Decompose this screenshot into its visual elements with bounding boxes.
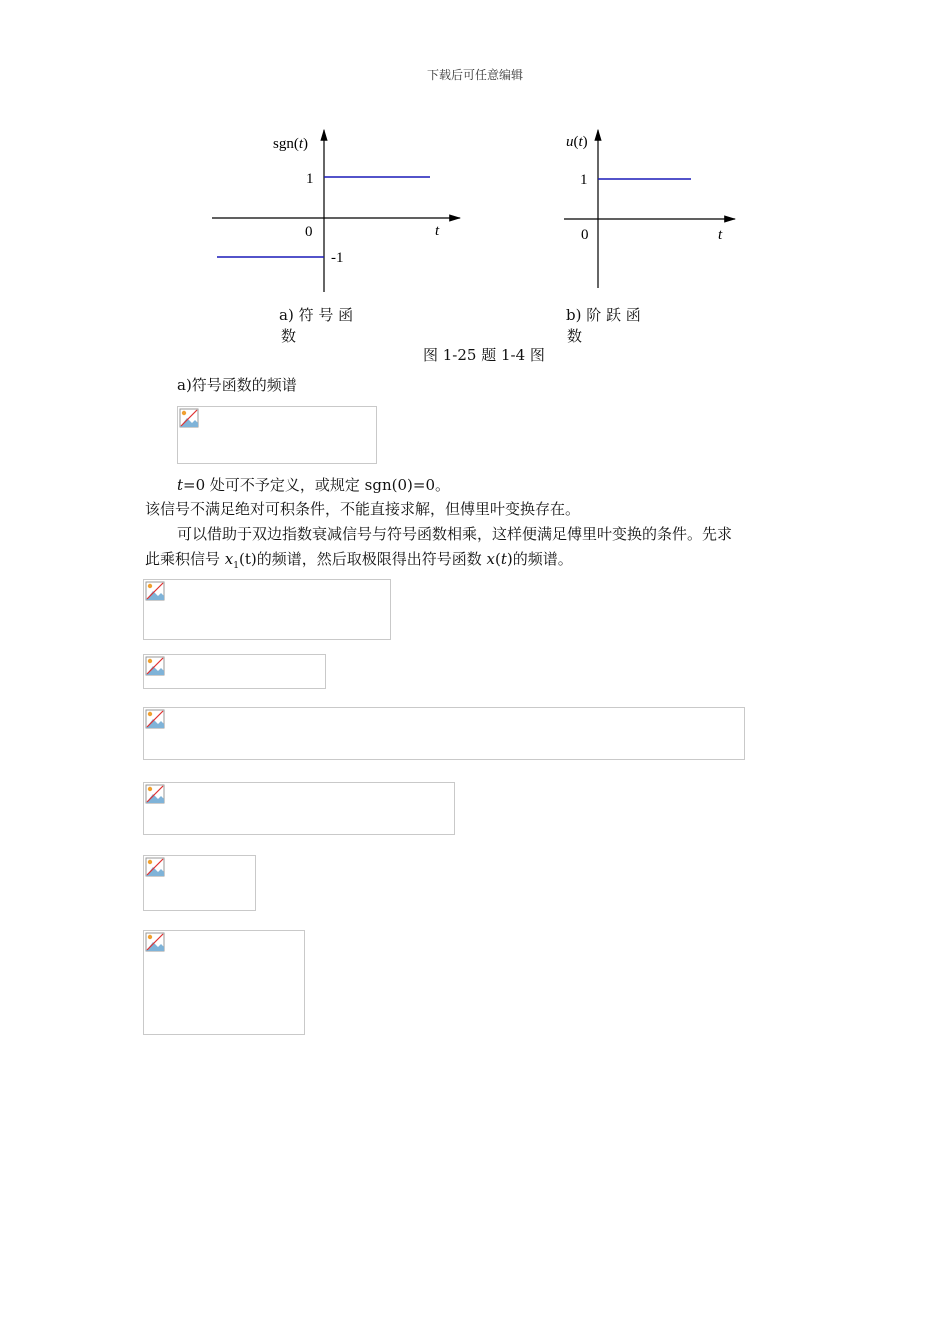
sgn-ylabel: sgn(t) <box>273 136 309 152</box>
equation-image-2 <box>143 579 391 640</box>
page-header: 下载后可任意编辑 <box>426 68 523 82</box>
sgn-tick-one: 1 <box>306 171 314 187</box>
equation-image-5 <box>143 782 455 835</box>
sgn-plot <box>200 120 480 305</box>
equation-image-3 <box>143 654 326 689</box>
paragraph-3-line2: 此乘积信号 $x_1(t)$的频谱，然后取极限得出符号函数 x(t)的频谱。 <box>145 550 573 571</box>
paragraph-1: t=0 处可不予定义，或规定 sgn(0)=0。 <box>177 476 451 494</box>
sgn-tick-neg-one: -1 <box>331 250 344 266</box>
step-tick-one: 1 <box>580 172 588 188</box>
step-xlabel: t <box>718 227 723 243</box>
sgn-tick-zero: 0 <box>305 224 313 240</box>
broken-image-icon <box>145 932 165 952</box>
equation-image-7 <box>143 930 305 1035</box>
step-tick-zero: 0 <box>581 227 589 243</box>
sgn-xlabel: t <box>435 223 440 239</box>
paragraph-2: 该信号不满足绝对可积条件，不能直接求解，但傅里叶变换存在。 <box>145 500 581 518</box>
paragraph-3-line1: 可以借助于双边指数衰减信号与符号函数相乘，这样便满足傅里叶变换的条件。先求 <box>177 525 733 543</box>
subheading: a)符号函数的频谱 <box>177 376 297 394</box>
equation-image-4 <box>143 707 745 760</box>
broken-image-icon <box>179 408 199 428</box>
broken-image-icon <box>145 656 165 676</box>
sgn-caption-line2: 数 <box>281 327 297 345</box>
broken-image-icon <box>145 784 165 804</box>
step-ylabel: u(t) <box>566 134 588 150</box>
broken-image-icon <box>145 709 165 729</box>
figure-title: 图 1-25 题 1-4 图 <box>423 346 545 364</box>
step-caption-line2: 数 <box>567 327 583 345</box>
equation-image-6 <box>143 855 256 911</box>
step-plot <box>555 120 745 295</box>
broken-image-icon <box>145 581 165 601</box>
equation-image-1 <box>177 406 377 464</box>
broken-image-icon <box>145 857 165 877</box>
step-caption-line1: b) 阶 跃 函 <box>566 306 641 324</box>
sgn-caption-line1: a) 符 号 函 <box>279 306 354 324</box>
